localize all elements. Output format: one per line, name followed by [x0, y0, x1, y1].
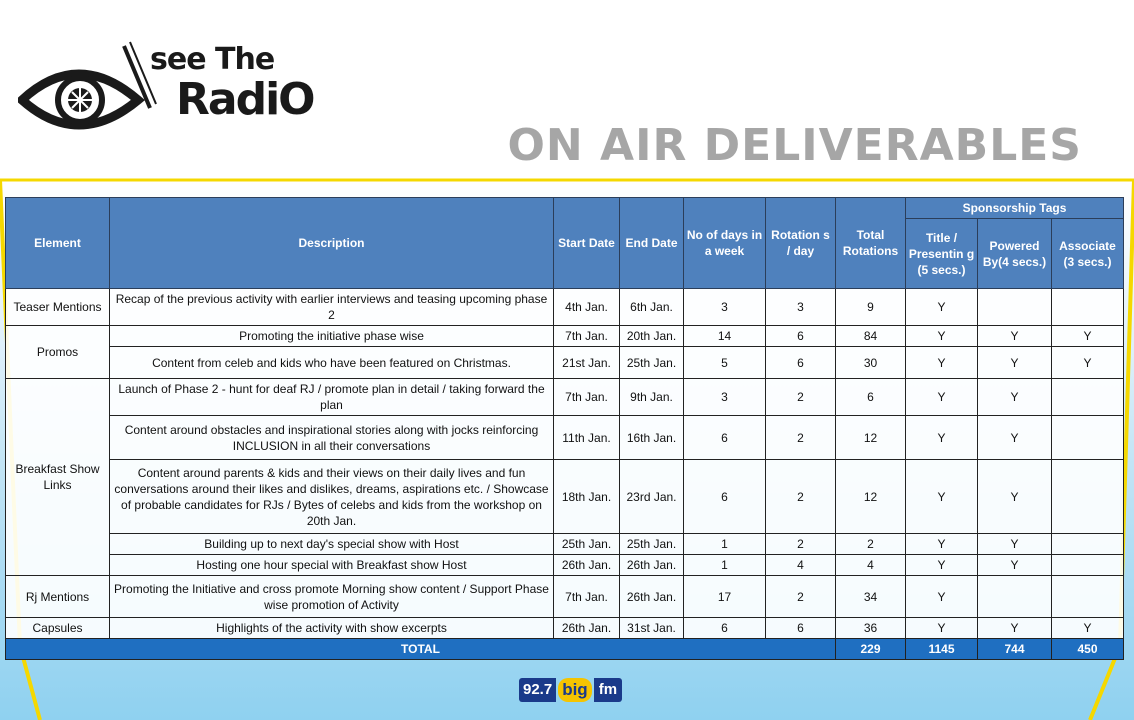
logo-line2: RadiO: [176, 74, 314, 125]
cell-powered-by: Y: [978, 534, 1052, 555]
cell-title-tag: Y: [906, 576, 978, 618]
cell-powered-by: Y: [978, 347, 1052, 379]
cell-element: Teaser Mentions: [6, 289, 110, 326]
cell-title-tag: Y: [906, 460, 978, 534]
cell-end-date: 9th Jan.: [620, 379, 684, 416]
cell-associate: Y: [1052, 326, 1124, 347]
cell-rotations: 2: [766, 379, 836, 416]
cell-associate: [1052, 576, 1124, 618]
cell-associate: Y: [1052, 618, 1124, 639]
cell-description: Highlights of the activity with show excerpts: [110, 618, 554, 639]
logo-frequency: 92.7: [519, 678, 556, 702]
cell-associate: [1052, 379, 1124, 416]
cell-description: Hosting one hour special with Breakfast show Host: [110, 555, 554, 576]
header-total-rotations: Total Rotations: [836, 198, 906, 289]
cell-powered-by: Y: [978, 555, 1052, 576]
cell-associate: [1052, 416, 1124, 460]
cell-days: 14: [684, 326, 766, 347]
logo-fm: fm: [594, 678, 622, 702]
cell-title-tag: Y: [906, 289, 978, 326]
cell-total: 12: [836, 460, 906, 534]
table-row: [6, 460, 1124, 534]
table-row: [6, 326, 1124, 347]
cell-description: Promoting the Initiative and cross promote Morning show content / Support Phase wise promotion of Activity: [110, 576, 554, 618]
cell-start-date: 26th Jan.: [554, 555, 620, 576]
table-row: [6, 379, 1124, 416]
cell-start-date: 18th Jan.: [554, 460, 620, 534]
total-row: [6, 639, 1124, 660]
cell-description: Content around obstacles and inspirational stories along with jocks reinforcing INCLUSION in all their conversations: [110, 416, 554, 460]
cell-start-date: 26th Jan.: [554, 618, 620, 639]
cell-powered-by: [978, 576, 1052, 618]
cell-title-tag: Y: [906, 379, 978, 416]
cell-total: 6: [836, 379, 906, 416]
cell-end-date: 6th Jan.: [620, 289, 684, 326]
cell-days: 6: [684, 416, 766, 460]
cell-end-date: 26th Jan.: [620, 555, 684, 576]
cell-powered-by: Y: [978, 379, 1052, 416]
cell-rotations: 2: [766, 460, 836, 534]
cell-end-date: 16th Jan.: [620, 416, 684, 460]
header-associate: Associate (3 secs.): [1052, 219, 1124, 289]
page-title: ON AIR DELIVERABLES: [507, 120, 1082, 171]
cell-end-date: 25th Jan.: [620, 347, 684, 379]
cell-total: 36: [836, 618, 906, 639]
cell-associate: [1052, 534, 1124, 555]
cell-powered-by: Y: [978, 416, 1052, 460]
cell-description: Recap of the previous activity with earlier interviews and teasing upcoming phase 2: [110, 289, 554, 326]
cell-start-date: 21st Jan.: [554, 347, 620, 379]
cell-total: 4: [836, 555, 906, 576]
cell-start-date: 7th Jan.: [554, 576, 620, 618]
header: [0, 0, 1134, 178]
cell-total: 2: [836, 534, 906, 555]
cell-days: 1: [684, 534, 766, 555]
cell-end-date: 25th Jan.: [620, 534, 684, 555]
cell-days: 1: [684, 555, 766, 576]
cell-associate: [1052, 289, 1124, 326]
cell-rotations: 2: [766, 534, 836, 555]
cell-total: 84: [836, 326, 906, 347]
cell-end-date: 20th Jan.: [620, 326, 684, 347]
cell-element: Rj Mentions: [6, 576, 110, 618]
total-rotations-sum: 229: [836, 639, 906, 660]
cell-rotations: 3: [766, 289, 836, 326]
cell-rotations: 6: [766, 347, 836, 379]
big-fm-logo: [519, 678, 622, 702]
table-row: [6, 289, 1124, 326]
header-start-date: Start Date: [554, 198, 620, 289]
header-title-tag: Title / Presentin g (5 secs.): [906, 219, 978, 289]
cell-total: 9: [836, 289, 906, 326]
header-end-date: End Date: [620, 198, 684, 289]
total-powered-by: 744: [978, 639, 1052, 660]
cell-start-date: 7th Jan.: [554, 326, 620, 347]
cell-title-tag: Y: [906, 534, 978, 555]
header-sponsorship-tags: Sponsorship Tags: [906, 198, 1124, 219]
table-row: [6, 416, 1124, 460]
cell-title-tag: Y: [906, 555, 978, 576]
cell-powered-by: Y: [978, 326, 1052, 347]
cell-days: 5: [684, 347, 766, 379]
total-label: TOTAL: [6, 639, 836, 660]
cell-start-date: 7th Jan.: [554, 379, 620, 416]
cell-total: 30: [836, 347, 906, 379]
cell-days: 6: [684, 460, 766, 534]
deliverables-table-wrap: [5, 197, 1123, 660]
header-powered-by: Powered By(4 secs.): [978, 219, 1052, 289]
cell-description: Content from celeb and kids who have been featured on Christmas.: [110, 347, 554, 379]
cell-rotations: 4: [766, 555, 836, 576]
cell-description: Building up to next day's special show with Host: [110, 534, 554, 555]
cell-end-date: 26th Jan.: [620, 576, 684, 618]
total-title-tag: 1145: [906, 639, 978, 660]
cell-title-tag: Y: [906, 618, 978, 639]
table-body: [6, 289, 1124, 660]
cell-element: Capsules: [6, 618, 110, 639]
cell-total: 12: [836, 416, 906, 460]
cell-start-date: 4th Jan.: [554, 289, 620, 326]
cell-powered-by: Y: [978, 618, 1052, 639]
header-days: No of days in a week: [684, 198, 766, 289]
cell-powered-by: Y: [978, 460, 1052, 534]
logo-big: big: [558, 678, 592, 702]
cell-associate: [1052, 460, 1124, 534]
cell-powered-by: [978, 289, 1052, 326]
cell-end-date: 23rd Jan.: [620, 460, 684, 534]
cell-associate: Y: [1052, 347, 1124, 379]
deliverables-table: [5, 197, 1124, 660]
cell-element: Breakfast Show Links: [6, 379, 110, 576]
cell-title-tag: Y: [906, 326, 978, 347]
cell-rotations: 2: [766, 416, 836, 460]
table-row: [6, 618, 1124, 639]
total-associate: 450: [1052, 639, 1124, 660]
cell-description: Launch of Phase 2 - hunt for deaf RJ / promote plan in detail / taking forward the plan: [110, 379, 554, 416]
cell-days: 3: [684, 379, 766, 416]
cell-description: Content around parents & kids and their views on their daily lives and fun conversations around their likes and dislikes, dreams, aspirations etc. / Showcase of probable candidates for RJs / Bytes of celebs and kids from the workshop on 20th Jan.: [110, 460, 554, 534]
table-row: [6, 576, 1124, 618]
logo-line1: see The: [150, 42, 275, 77]
cell-rotations: 6: [766, 326, 836, 347]
cell-description: Promoting the initiative phase wise: [110, 326, 554, 347]
cell-rotations: 2: [766, 576, 836, 618]
cell-start-date: 25th Jan.: [554, 534, 620, 555]
cell-associate: [1052, 555, 1124, 576]
cell-start-date: 11th Jan.: [554, 416, 620, 460]
cell-title-tag: Y: [906, 416, 978, 460]
cell-days: 6: [684, 618, 766, 639]
table-row: [6, 347, 1124, 379]
header-element: Element: [6, 198, 110, 289]
cell-total: 34: [836, 576, 906, 618]
cell-element: Promos: [6, 326, 110, 379]
cell-days: 17: [684, 576, 766, 618]
cell-title-tag: Y: [906, 347, 978, 379]
cell-rotations: 6: [766, 618, 836, 639]
cell-end-date: 31st Jan.: [620, 618, 684, 639]
table-row: [6, 534, 1124, 555]
table-row: [6, 555, 1124, 576]
cell-days: 3: [684, 289, 766, 326]
header-description: Description: [110, 198, 554, 289]
header-rotations: Rotation s / day: [766, 198, 836, 289]
